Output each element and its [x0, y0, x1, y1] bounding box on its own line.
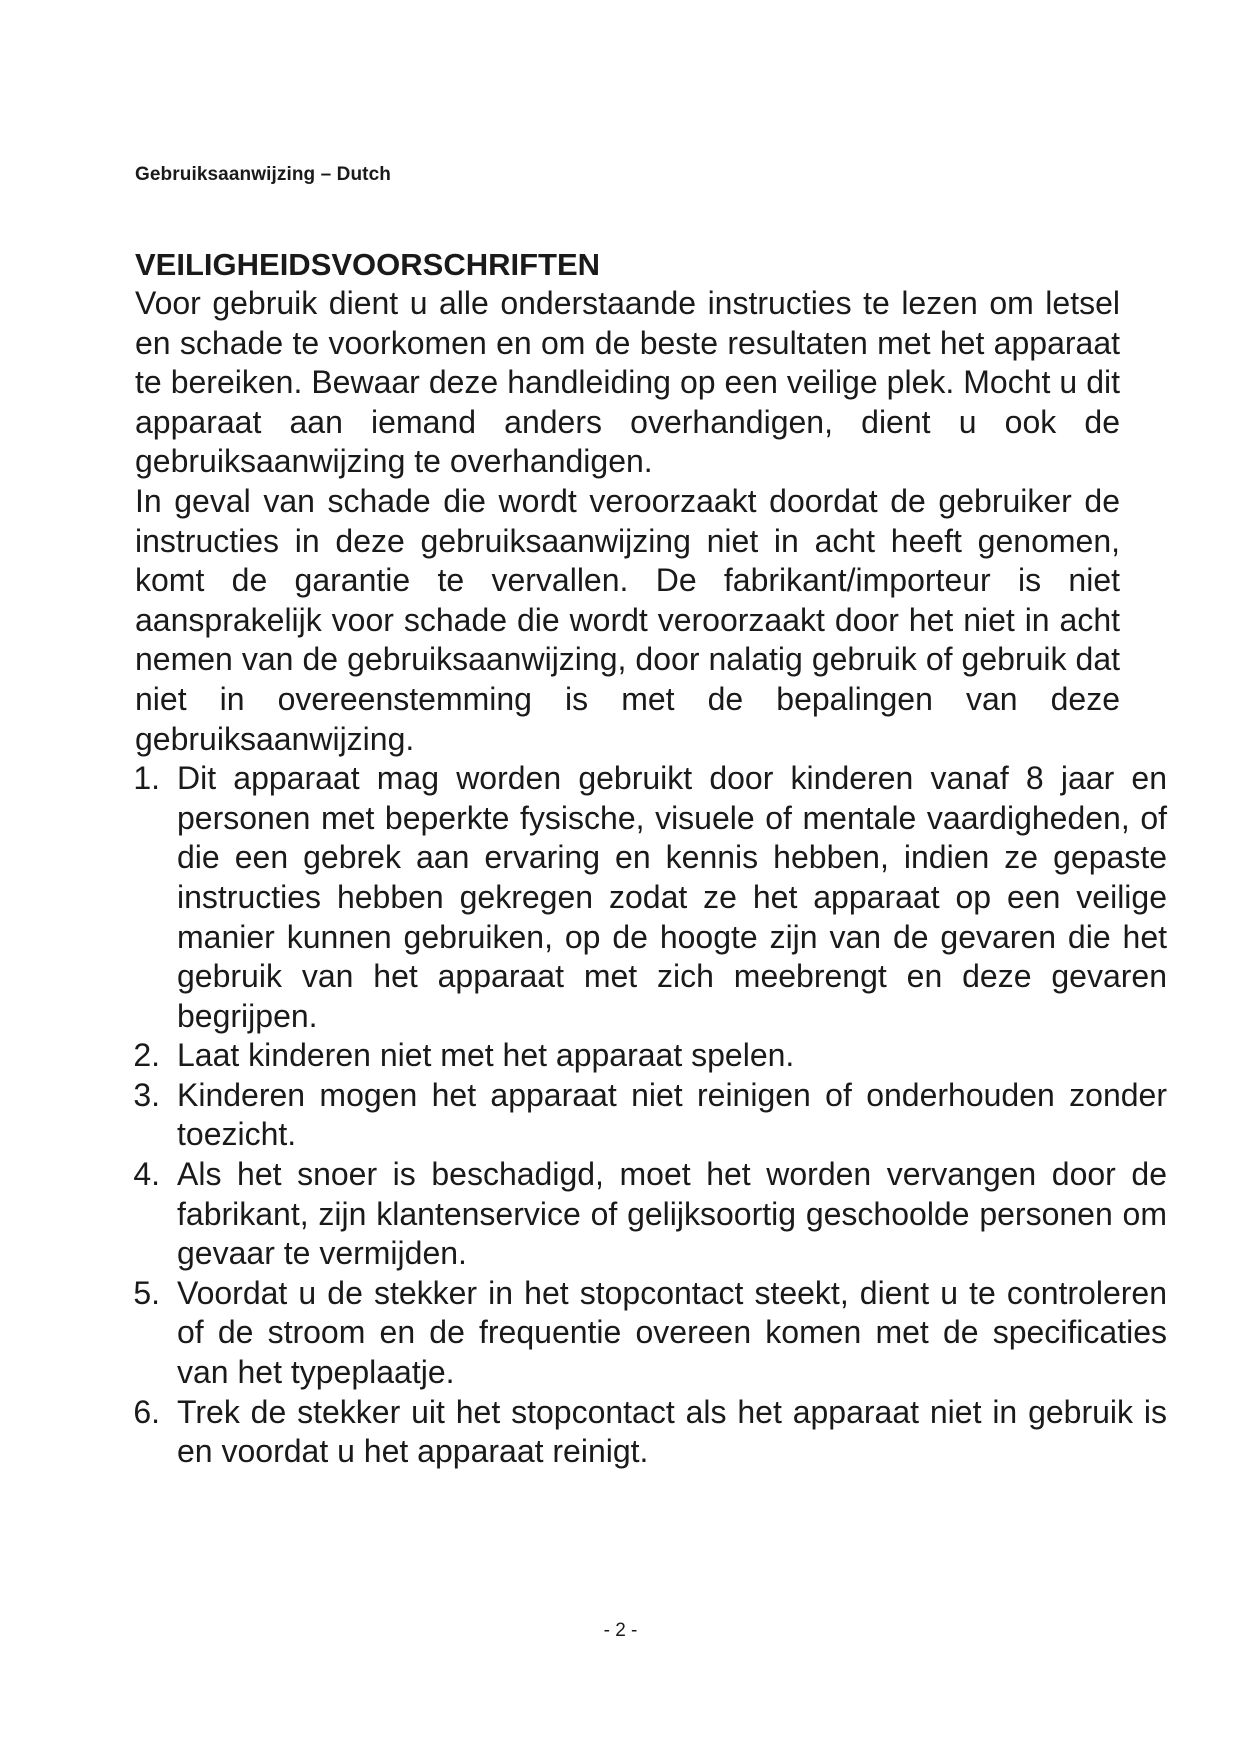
page-header: Gebruiksaanwijzing – Dutch	[135, 164, 391, 185]
list-item-text: Kinderen mogen het apparaat niet reinigen of onderhouden zonder toezicht.	[177, 1076, 1167, 1153]
list-item	[135, 1274, 1167, 1393]
list-item-text: Voordat u de stekker in het stopcontact steekt, dient u te controleren of de stroom en de frequentie overeen komen met de specificaties van het typeplaatje.	[177, 1274, 1167, 1391]
page-number: - 2 -	[603, 1620, 638, 1641]
list-item-text: Laat kinderen niet met het apparaat spelen.	[177, 1037, 795, 1074]
list-item-text: Trek de stekker uit het stopcontact als het apparaat niet in gebruik is en voordat u het apparaat reinigt.	[177, 1393, 1167, 1470]
warranty-paragraph: In geval van schade die wordt veroorzaakt doordat de gebruiker de instructies in deze gebruiksaanwijzing niet in acht heeft genomen, komt de garantie te vervallen. De fabrikant/importeur is niet aansprakelijk voor schade die wordt veroorzaakt door het niet in acht nemen van de gebruiksaanwijzing, door nalatig gebruik of gebruik dat niet in overeenstemming is met de bepalingen van deze gebruiksaanwijzing.	[135, 482, 1120, 757]
list-item	[135, 1155, 1167, 1274]
document-body	[133, 246, 1167, 1472]
list-item	[135, 759, 1167, 1036]
list-item-text: Dit apparaat mag worden gebruikt door kinderen vanaf 8 jaar en personen met beperkte fysische, visuele of mentale vaardigheden, of die een gebrek aan ervaring en kennis hebben, indien ze gepaste instructies hebben gekregen zodat ze het apparaat op een veilige manier kunnen gebruiken, op de hoogte zijn van de gevaren die het gebruik van het apparaat met zich meebrengt en deze gevaren begrijpen.	[177, 760, 1167, 1034]
safety-list	[133, 759, 1167, 1472]
list-item	[135, 1393, 1167, 1472]
list-item-number: 5.	[133, 1274, 160, 1311]
list-item-text: Als het snoer is beschadigd, moet het worden vervangen door de fabrikant, zijn klantenservice of gelijksoortig geschoolde personen om gevaar te vermijden.	[177, 1156, 1167, 1272]
section-title: VEILIGHEIDSVOORSCHRIFTEN	[135, 247, 601, 282]
list-item	[135, 1076, 1167, 1155]
intro-paragraph: Voor gebruik dient u alle onderstaande instructies te lezen om letsel en schade te voorkomen en om de beste resultaten met het apparaat te bereiken. Bewaar deze handleiding op een veilige plek. Mocht u dit apparaat aan iemand anders overhandigen, dient u ook de gebruiksaanwijzing te overhandigen.	[135, 285, 1120, 480]
list-item-number: 2.	[133, 1037, 160, 1074]
list-item	[135, 1036, 1167, 1076]
list-item-number: 3.	[133, 1076, 160, 1113]
list-item-number: 4.	[133, 1156, 160, 1193]
list-item-number: 6.	[133, 1393, 160, 1430]
list-item-number: 1.	[133, 760, 160, 797]
